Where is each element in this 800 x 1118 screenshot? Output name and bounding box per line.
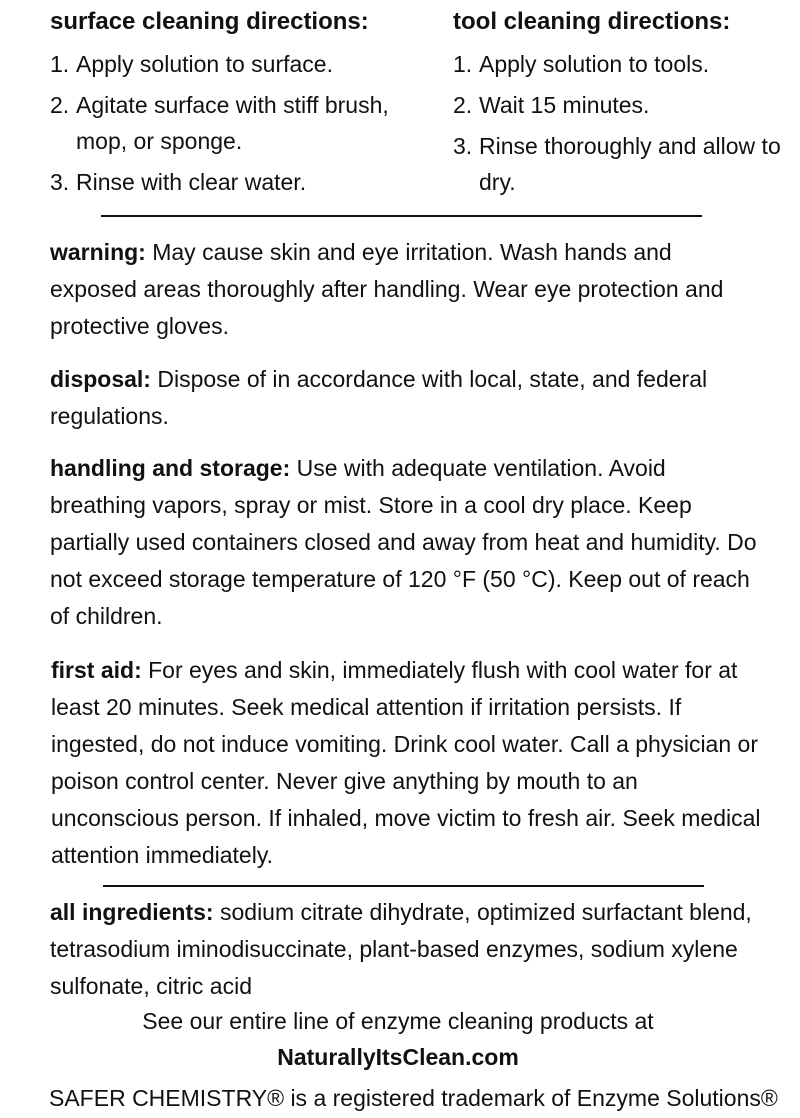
tool-cleaning-section (453, 4, 793, 205)
disposal-text: Dispose of in accordance with local, state, and federal regulations. (50, 366, 708, 429)
ingredients-label: all ingredients: (50, 899, 214, 925)
first-aid-label: first aid: (51, 657, 142, 683)
step-number: 3. (453, 133, 473, 159)
ingredients-text: sodium citrate dihydrate, optimized surfactant blend, tetrasodium iminodisuccinate, plant-based enzymes, sodium xylene sulfonate, citric acid (50, 899, 752, 999)
product-line-text: See our entire line of enzyme cleaning products at (142, 1008, 654, 1034)
surface-cleaning-steps (50, 46, 430, 200)
list-item (50, 164, 430, 200)
tool-cleaning-steps (453, 46, 793, 200)
step-number: 3. (50, 169, 70, 195)
surface-cleaning-heading: surface cleaning directions: (50, 8, 369, 35)
disposal-paragraph (50, 361, 762, 435)
list-item (453, 87, 793, 123)
first-aid-paragraph (51, 652, 763, 874)
surface-cleaning-section (50, 4, 430, 205)
tool-cleaning-heading: tool cleaning directions: (453, 8, 731, 35)
step-number: 1. (50, 51, 70, 77)
step-number: 2. (50, 92, 70, 118)
warning-label: warning: (50, 239, 146, 265)
step-number: 2. (453, 92, 473, 118)
handling-storage-label: handling and storage: (50, 455, 291, 481)
handling-storage-paragraph (50, 450, 762, 635)
step-text: Apply solution to tools. (479, 51, 710, 77)
handling-storage-text: Use with adequate ventilation. Avoid breathing vapors, spray or mist. Store in a cool dry place. Keep partially used containers closed and away from heat and humidity. Do not exceed storage temperature of 120 °F (50 °C). Keep out of reach of children. (50, 455, 757, 629)
step-text: Rinse with clear water. (76, 169, 307, 195)
divider (101, 215, 702, 217)
website-link[interactable]: NaturallyItsClean.com (277, 1044, 519, 1070)
list-item (50, 87, 430, 159)
divider (103, 885, 704, 887)
list-item (453, 46, 793, 82)
ingredients-paragraph (50, 894, 762, 1005)
trademark-notice: SAFER CHEMISTRY® is a registered trademark of Enzyme Solutions® (49, 1085, 778, 1111)
warning-paragraph (50, 234, 762, 345)
step-text: Apply solution to surface. (76, 51, 333, 77)
step-text: Wait 15 minutes. (479, 92, 650, 118)
first-aid-text: For eyes and skin, immediately flush with cool water for at least 20 minutes. Seek medical attention if irritation persists. If ingested, do not induce vomiting. Drink cool water. Call a physician or poison control center. Never give anything by mouth to an unconscious person. If inhaled, move victim to fresh air. Seek medical attention immediately. (51, 657, 761, 868)
list-item (453, 128, 793, 200)
disposal-label: disposal: (50, 366, 151, 392)
warning-text: May cause skin and eye irritation. Wash hands and exposed areas thoroughly after handling. Wear eye protection and protective gloves. (50, 239, 724, 339)
step-text: Agitate surface with stiff brush, mop, or sponge. (76, 92, 389, 154)
step-number: 1. (453, 51, 473, 77)
step-text: Rinse thoroughly and allow to dry. (479, 133, 781, 195)
list-item (50, 46, 430, 82)
